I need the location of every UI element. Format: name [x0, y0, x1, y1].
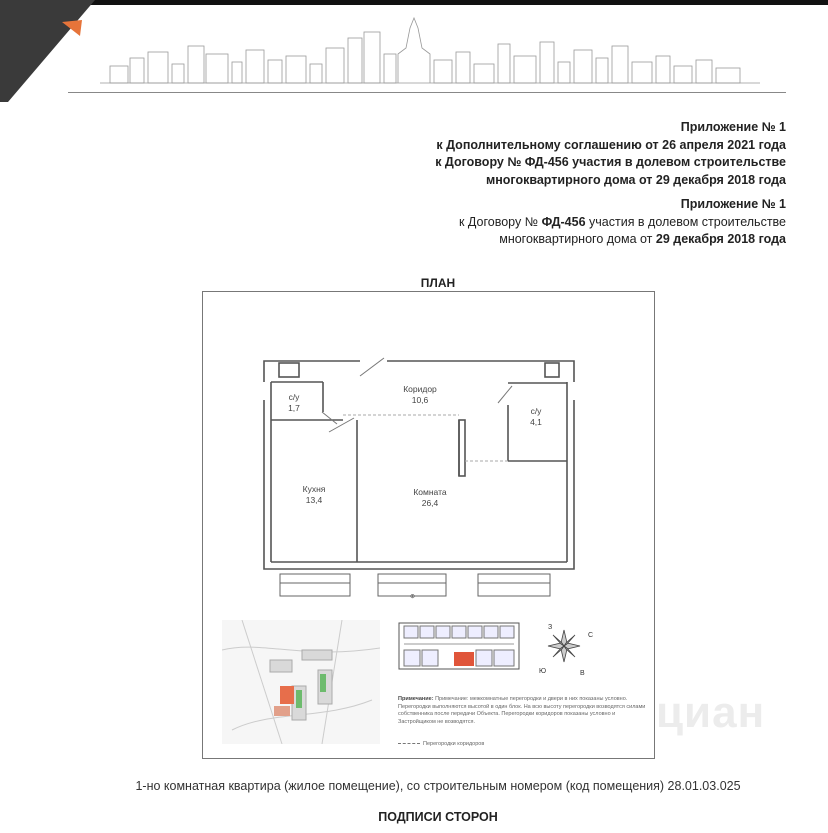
compass-south-label: Ю	[539, 668, 547, 675]
room-kitchen: Кухня 13,4	[302, 484, 326, 505]
floor-layout-thumbnail	[398, 622, 520, 670]
appendix-number: Приложение № 1	[680, 197, 786, 211]
signatures-title: ПОДПИСИ СТОРОН	[378, 810, 498, 824]
compass-north-label: С	[588, 632, 594, 639]
contract-date: многоквартирного дома от 29 декабря 2018 года	[499, 232, 786, 246]
svg-text:⊕: ⊕	[410, 594, 416, 600]
contract-reference: к Договору № ФД-456 участия в долевом строительстве	[435, 155, 786, 169]
plan-note: Примечание: Примечание: межкомнатные перегородки и двери в них показаны условно. Перегородки выполняются высотой в один блок. На всю высоту перегородки возводятся силами собственника после передачи Объекта. Перегородки коридоров показаны условно и Застройщиком не возводятся.	[398, 696, 646, 725]
plan-title: ПЛАН	[420, 276, 456, 290]
contract-number: ФД-456	[541, 214, 586, 229]
contract-date: многоквартирного дома от 29 декабря 2018 года	[485, 172, 786, 187]
compass-east-label: В	[580, 670, 585, 677]
plan-note-text: Примечание: межкомнатные перегородки и двери в них показаны условно. Перегородки выполняются высотой в один блок. На всю высоту перегородки возводятся силами собственника после передачи Объекта. Перегородки коридоров показаны условно и Застройщиком не возводятся.	[398, 696, 646, 725]
watermark: циан	[656, 688, 766, 737]
compass-west-label: З	[548, 624, 553, 631]
room-bath-1: с/у 1,7	[288, 392, 300, 413]
room-living: Комната 26,4	[413, 487, 447, 508]
contract-date-value: 29 декабря 2018 года	[655, 232, 786, 246]
room-bath-2: с/у 4,1	[530, 406, 542, 427]
appendix-number: Приложение № 1	[680, 120, 786, 134]
room-corridor: Коридор 10,6	[403, 384, 437, 405]
compass-rose-icon	[546, 628, 582, 664]
site-plan-thumbnail	[222, 620, 380, 744]
contract-reference: к Договору № ФД-456 участия в долевом строительстве	[458, 214, 786, 229]
apartment-caption: 1-но комнатная квартира (жилое помещение), со строительным номером (код помещения) 28.01.03.025	[135, 779, 741, 793]
amendment-reference: к Дополнительному соглашению от 26 апреля 2021 года	[436, 137, 786, 152]
plan-legend: Перегородки коридоров	[398, 741, 484, 747]
